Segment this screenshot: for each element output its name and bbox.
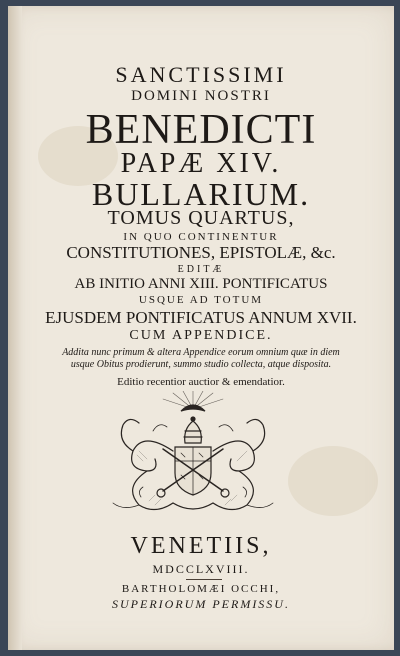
title-line-addita: Addita nunc primum & altera Appendice eorum omnium quæ in diem xyxy=(62,347,340,358)
imprint-printer: BARTHOLOMÆI OCCHI, xyxy=(121,583,281,595)
imprint-date: MDCCLXVIII. xyxy=(152,562,250,576)
title-line-obitus: usque Obitus prodierunt, summo studio collecta, atque disposita. xyxy=(70,359,332,370)
title-line-domini-nostri: DOMINI NOSTRI xyxy=(131,88,271,104)
imprint-rule xyxy=(186,579,222,580)
title-line-usque: USQUE AD TOTUM xyxy=(138,294,264,306)
title-line-benedicti: BENEDICTI xyxy=(85,107,317,153)
title-line-tomus: TOMUS QUARTUS, xyxy=(107,207,295,229)
title-line-papae: PAPÆ XIV. xyxy=(120,148,282,179)
paper-stain xyxy=(288,446,378,516)
title-line-editae: EDITÆ xyxy=(177,264,225,275)
title-line-appendice: CUM APPENDICE. xyxy=(129,328,273,343)
imprint-place: VENETIIS, xyxy=(130,533,272,559)
title-line-bullarium: BULLARIUM. xyxy=(91,176,311,212)
title-line-sanctissimi: SANCTISSIMI xyxy=(115,62,287,87)
papal-arms-vignette-icon xyxy=(103,391,283,519)
title-line-in-quo: IN QUO CONTINENTUR xyxy=(123,231,279,243)
title-line-constitutiones: CONSTITUTIONES, EPISTOLÆ, &c. xyxy=(66,243,336,262)
title-line-ejusdem: EJUSDEM PONTIFICATUS ANNUM XVII. xyxy=(45,308,357,327)
imprint-permission: SUPERIORUM PERMISSU. xyxy=(112,597,290,611)
title-line-ab-initio: AB INITIO ANNI XIII. PONTIFICATUS xyxy=(74,276,328,292)
title-page xyxy=(8,6,394,650)
title-line-editio: Editio recentior auctior & emendatior. xyxy=(117,376,285,388)
